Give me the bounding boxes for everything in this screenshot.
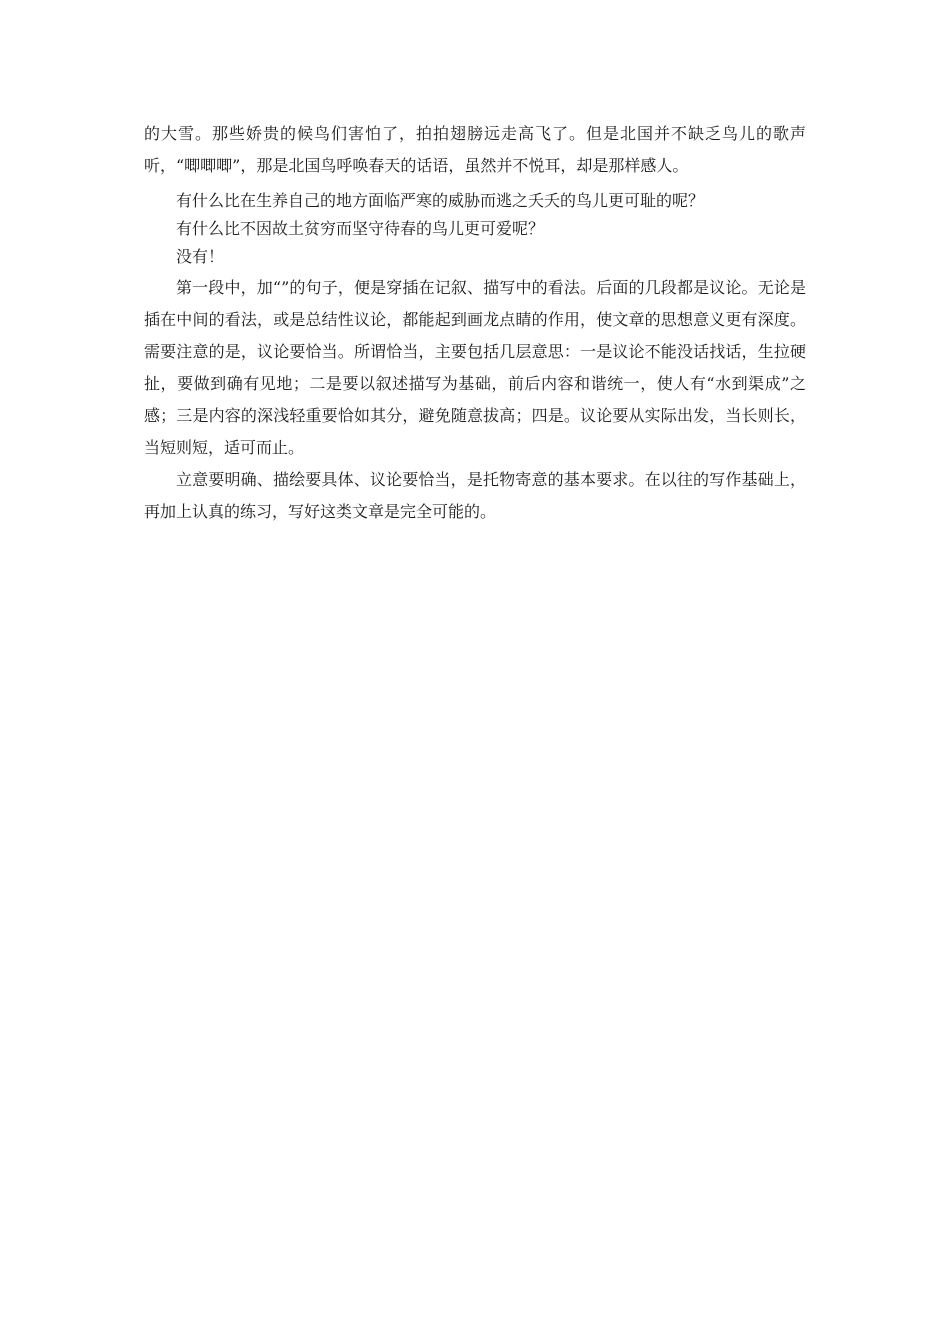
paragraph-conclusion: 立意要明确、描绘要具体、议论要恰当，是托物寄意的基本要求。在以往的写作基础上，再加上认真的练习，写好这类文章是完全可能的。 xyxy=(144,470,806,521)
document-page xyxy=(144,118,806,528)
paragraph-question-shameful: 有什么比在生养自己的地方面临严寒的威胁而逃之夭夭的鸟儿更可耻的呢？ xyxy=(176,191,705,210)
paragraph-answer: 没有！ xyxy=(176,247,225,266)
paragraph-question-lovely: 有什么比不因故土贫穷而坚守待春的鸟儿更可爱呢？ xyxy=(176,219,545,238)
paragraph-birds-description: 的大雪。那些娇贵的候鸟们害怕了，拍拍翅膀远走高飞了。但是北国并不缺乏鸟儿的歌声听，“唧唧唧”，那是北国鸟呼唤春天的话语，虽然并不悦耳，却是那样感人。 xyxy=(144,124,806,175)
paragraph-commentary: 第一段中，加“”的句子，便是穿插在记叙、描写中的看法。后面的几段都是议论。无论是插在中间的看法，或是总结性议论，都能起到画龙点睛的作用，使文章的思想意义更有深度。需要注意的是，议论要恰当。所谓恰当，主要包括几层意思：一是议论不能没话找话，生拉硬扯，要做到确有见地；二是要以叙述描写为基础，前后内容和谐统一，使人有“水到渠成”之感；三是内容的深浅轻重要恰如其分，避免随意拔高；四是。议论要从实际出发，当长则长，当短则短，适可而止。 xyxy=(144,278,806,457)
